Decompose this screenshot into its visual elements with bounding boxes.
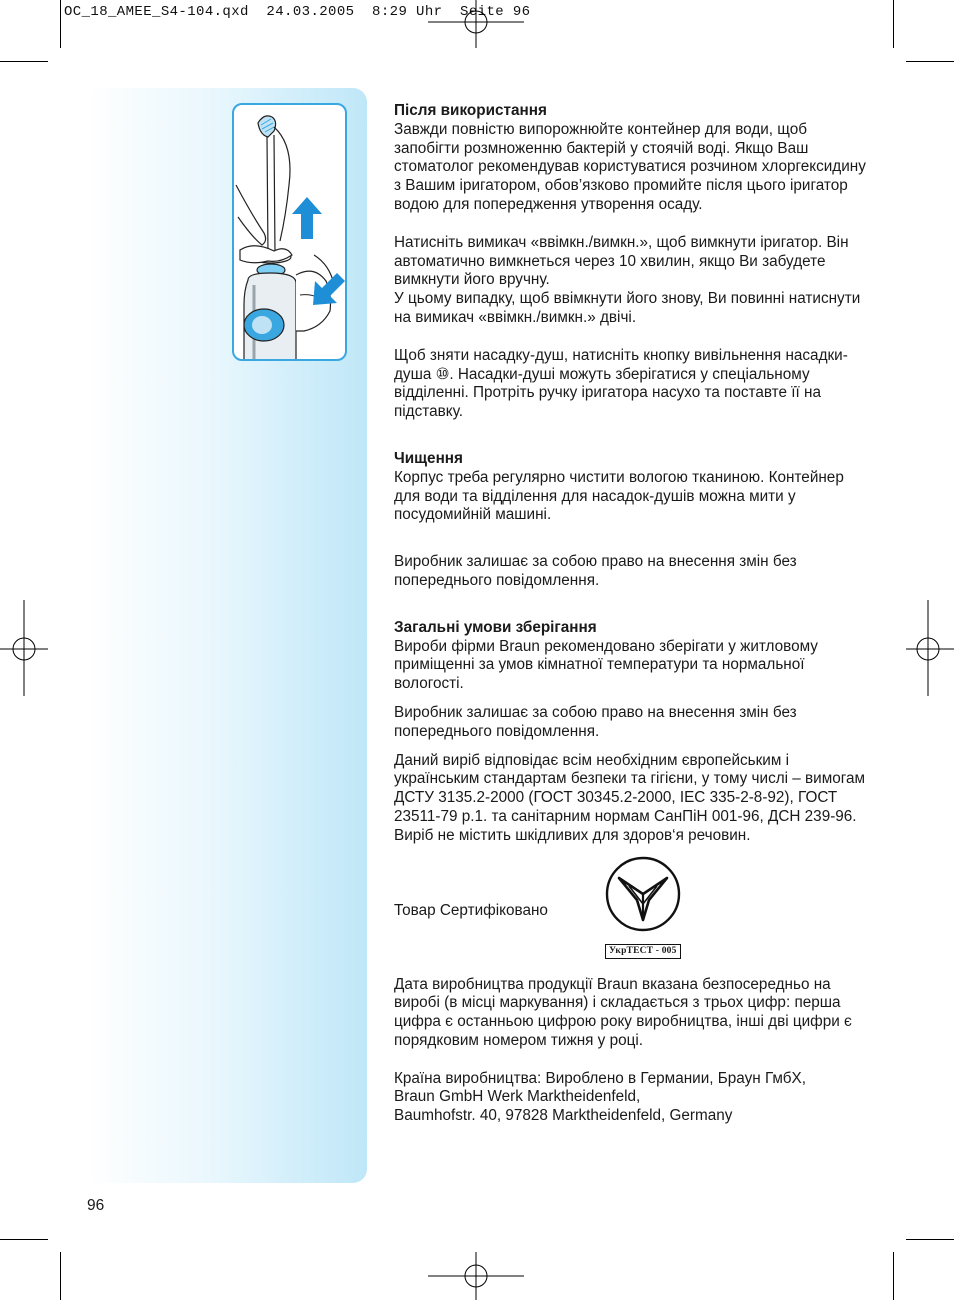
section-heading-after-use: Після використання: [394, 102, 547, 119]
paragraph: У цьому випадку, щоб ввімкнути його знову, Ви повинні натиснути на вимикач «ввімкн./вимкн.» двічі.: [394, 290, 861, 326]
ukrtest-badge: УкрТЕСТ - 005: [605, 944, 681, 959]
paragraph: Корпус треба регулярно чистити вологою тканиною. Контейнер для води та відділення для насадок-душів можна мити у посудомийній машині.: [394, 468, 844, 524]
registration-mark-top: [428, 0, 524, 48]
paragraph: Даний виріб відповідає всім необхідним європейським і українським стандартам безпеки та гігієни, у тому числі – вимогам ДСТУ 3135.2-2000 (ГОСТ 30345.2-2000, IEC 335-2-8-92), ГОСТ 23511-79 р.1. та санітарним нормам СанПіН 001-96, ДСН 239-96.: [394, 751, 866, 825]
crop-mark: [60, 0, 61, 48]
paragraph: Натисніть вимикач «ввімкн./вимкн.», щоб вимкнути іригатор. Він автоматично вимкнеться через 10 хвилин, якщо Ви забудете вимкнути його вручну.: [394, 233, 849, 289]
ukrsepro-certification-mark-icon: [605, 856, 681, 932]
illustration-frame: [232, 103, 347, 361]
crop-mark: [0, 61, 48, 62]
registration-mark-left: [0, 600, 48, 696]
paragraph: Виробник залишає за собою право на внесення змін без попереднього повідомлення.: [394, 553, 797, 589]
paragraph: Braun GmbH Werk Marktheidenfeld,: [394, 1088, 641, 1106]
paragraph: Завжди повністю випорожнюйте контейнер для води, щоб запобігти розмноженню бактерій у стоячій воді. Якщо Ваш стоматолог рекомендував користуватися розчином хлоргексидину з Вашим іригатором, обов’язково промийте після цього іригатор водою для попередження утворення осаду.: [394, 120, 866, 213]
crop-mark: [60, 1252, 61, 1300]
page-number: 96: [87, 1197, 105, 1214]
press-button-arrow-icon: [311, 273, 345, 307]
registration-mark-right: [906, 600, 954, 696]
paragraph: Дата виробництва продукції Braun вказана безпосередньо на виробі (в місці маркування) і складається з трьох цифр: перша цифра є останньою цифрою року виробництва, інші дві цифри є порядковим номером тижня у році.: [394, 975, 852, 1049]
crop-mark: [906, 1239, 954, 1240]
crop-mark: [0, 1239, 48, 1240]
certification-label: Товар Сертифіковано: [394, 901, 548, 919]
paragraph: Щоб зняти насадку-душ, натисніть кнопку вивільнення насадки-душа ⑩. Насадки-душі можуть зберігатися у спеціальному відділенні. Протріть ручку іригатора насухо та поставте її на підставку.: [394, 346, 848, 421]
print-slug: OC_18_AMEE_S4-104.qxd 24.03.2005 8:29 Uhr Seite 96: [64, 4, 531, 20]
nozzle-release-arrow-icon: [292, 197, 322, 239]
content-column: [394, 102, 874, 1126]
crop-mark: [893, 0, 894, 48]
registration-mark-bottom: [428, 1252, 524, 1300]
certification-block: [394, 856, 874, 976]
irrigator-handle-icon: [234, 105, 347, 361]
section-heading-storage: Загальні умови зберігання: [394, 618, 597, 636]
paragraph: Baumhofstr. 40, 97828 Marktheidenfeld, Germany: [394, 1107, 733, 1125]
crop-mark: [893, 1252, 894, 1300]
crop-mark: [906, 61, 954, 62]
paragraph: Країна виробництва: Вироблено в Германии, Браун ГмбХ,: [394, 1069, 806, 1087]
paragraph: Виробник залишає за собою право на внесення змін без попереднього повідомлення.: [394, 703, 797, 740]
paragraph: Вироби фірми Braun рекомендовано зберігати у житловому приміщенні за умов кімнатної температури та нормальної вологості.: [394, 637, 818, 693]
paragraph: Виріб не містить шкідливих для здоров‘я речовин.: [394, 826, 751, 844]
section-heading-cleaning: Чищення: [394, 449, 463, 467]
